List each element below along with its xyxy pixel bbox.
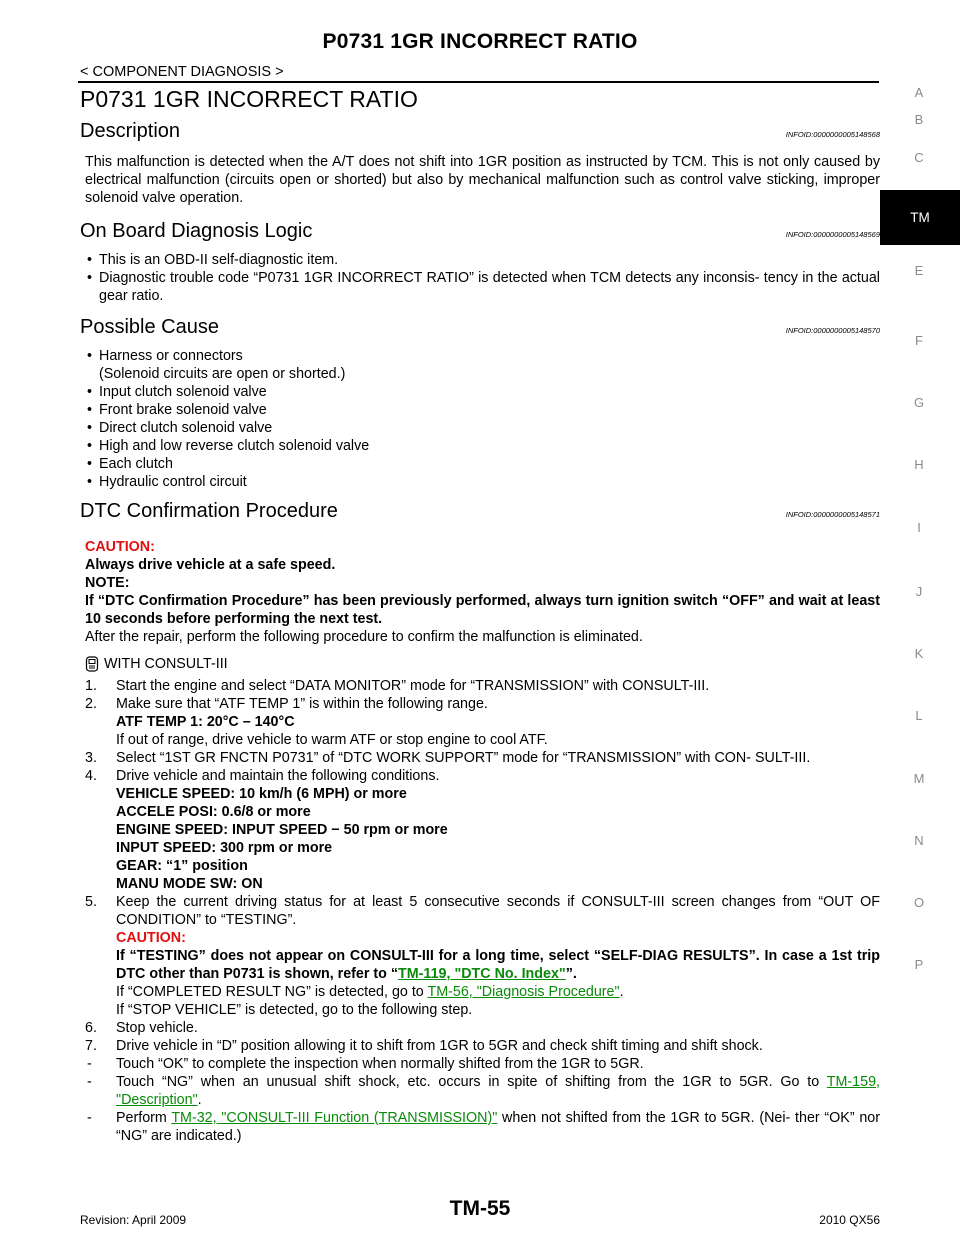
- condition-item: MANU MODE SW: ON: [116, 876, 263, 892]
- step-text: Stop vehicle.: [116, 1020, 198, 1036]
- tab-l[interactable]: L: [915, 708, 923, 723]
- dtc-header: [80, 500, 880, 523]
- possible-cause-list: [85, 347, 880, 491]
- dash-mark: -: [87, 1110, 92, 1126]
- consult-function-link[interactable]: TM-32, "CONSULT-III Function (TRANSMISSION)": [171, 1110, 498, 1126]
- cause-harness-detail: (Solenoid circuits are open or shorted.): [99, 366, 346, 382]
- step-number: 7.: [85, 1038, 97, 1054]
- obd-logic-header: [80, 220, 880, 243]
- tab-b[interactable]: B: [914, 112, 924, 127]
- tab-n[interactable]: N: [914, 833, 924, 848]
- note-text: If “DTC Confirmation Procedure” has been previously performed, always turn ignition switch “OFF” and wait at least 10 seconds before performing the next test.: [85, 593, 880, 627]
- condition-item: INPUT SPEED: 300 rpm or more: [116, 840, 333, 856]
- description-title: Description: [80, 120, 181, 142]
- condition-item: GEAR: “1” position: [116, 858, 248, 874]
- step-text: Select “1ST GR FNCTN P0731” of “DTC WORK SUPPORT” mode for “TRANSMISSION” with CON- SULT-III.: [116, 750, 811, 766]
- component-diagnosis-header: < COMPONENT DIAGNOSIS >: [80, 64, 284, 80]
- list-item: • Each clutch: [85, 455, 880, 473]
- text-part: .: [619, 984, 624, 1000]
- condition-item: ENGINE SPEED: INPUT SPEED − 50 rpm or more: [116, 822, 448, 838]
- text-part: when not shifted from the 1GR to 5GR. (Nei- ther “OK” nor “NG” are indicated.): [116, 1110, 880, 1144]
- list-item: • Front brake solenoid valve: [85, 401, 880, 419]
- procedure-steps: [85, 677, 880, 1145]
- tab-tm-active[interactable]: TM: [880, 190, 960, 245]
- step-5-caution-text: [116, 947, 880, 983]
- description-text: This malfunction is detected when the A/T does not shift into 1GR position as instructed by TCM. This is not only caused by electrical malfunction (circuits open or shorted) but also by mechanical malfunction such as control valve sticking, improper solenoid valve operation.: [85, 154, 880, 206]
- condition-item: VEHICLE SPEED: 10 km/h (6 MPH) or more: [116, 786, 407, 802]
- consult-tool-icon: [85, 656, 99, 672]
- step-6: [85, 1019, 880, 1037]
- description-header: [80, 120, 880, 143]
- tab-j[interactable]: J: [915, 584, 923, 599]
- step-text: Drive vehicle and maintain the following conditions.: [116, 768, 440, 784]
- obd-logic-list: [85, 251, 880, 305]
- consult-label: WITH CONSULT-III: [104, 656, 228, 672]
- tab-m[interactable]: M: [913, 771, 925, 786]
- obd-logic-title: On Board Diagnosis Logic: [80, 220, 313, 242]
- text-part: .: [197, 1092, 202, 1108]
- dtc-index-link[interactable]: TM-119, "DTC No. Index": [398, 966, 566, 982]
- step-3: [85, 749, 880, 767]
- step-1: [85, 677, 880, 695]
- tab-e[interactable]: E: [914, 263, 924, 278]
- page-title: P0731 1GR INCORRECT RATIO: [322, 30, 638, 53]
- step-5: [85, 893, 880, 1019]
- header-rule: [78, 81, 879, 83]
- step-2: [85, 695, 880, 749]
- after-repair-text: After the repair, perform the following procedure to confirm the malfunction is eliminated.: [85, 629, 643, 645]
- tab-h[interactable]: H: [914, 457, 924, 472]
- dash-item-perform: [85, 1109, 880, 1145]
- content: [80, 116, 880, 1145]
- possible-cause-title: Possible Cause: [80, 316, 219, 338]
- text-part: Touch “NG” when an unusual shift shock, etc. occurs in spite of shifting from the 1GR to 5GR. Go to: [116, 1074, 827, 1090]
- step-number: 3.: [85, 750, 97, 766]
- text-part: Perform: [116, 1110, 172, 1126]
- step-number: 4.: [85, 768, 97, 784]
- possible-cause-header: [80, 316, 880, 339]
- tab-c[interactable]: C: [914, 150, 924, 165]
- dash-item-ok: [85, 1055, 880, 1073]
- step-text: Make sure that “ATF TEMP 1” is within the following range.: [116, 696, 488, 712]
- caution-text-part: If “TESTING” does not appear on CONSULT-III for a long time, select “SELF-DIAG RESULTS”. In case a 1st trip DTC other than P0731 is shown, refer to “: [116, 948, 880, 982]
- possible-cause-infoid: INFOID:0000000005148570: [785, 326, 880, 335]
- dash-mark: -: [87, 1074, 92, 1090]
- revision-date: Revision: April 2009: [80, 1213, 187, 1227]
- tab-o[interactable]: O: [913, 895, 925, 910]
- step-number: 1.: [85, 678, 97, 694]
- description-infoid: INFOID:0000000005148568: [785, 130, 880, 139]
- dtc-title: DTC Confirmation Procedure: [80, 500, 338, 522]
- step-5-caution-label: CAUTION:: [116, 930, 186, 946]
- step-7: [85, 1037, 880, 1055]
- list-item: • Direct clutch solenoid valve: [85, 419, 880, 437]
- step-text: Start the engine and select “DATA MONITOR” mode for “TRANSMISSION” with CONSULT-III.: [116, 678, 710, 694]
- step-text: Touch “OK” to complete the inspection when normally shifted from the 1GR to 5GR.: [116, 1056, 644, 1072]
- tab-p[interactable]: P: [914, 957, 924, 972]
- tab-i[interactable]: I: [917, 520, 921, 535]
- list-item: • Hydraulic control circuit: [85, 473, 880, 491]
- atf-temp-range: ATF TEMP 1: 20°C – 140°C: [116, 714, 295, 730]
- caution-text: Always drive vehicle at a safe speed.: [85, 557, 336, 573]
- step-number: 6.: [85, 1020, 97, 1036]
- step-4: [85, 767, 880, 893]
- step-number: 5.: [85, 894, 97, 910]
- dtc-infoid: INFOID:0000000005148571: [785, 510, 880, 519]
- consult-row: [85, 655, 880, 673]
- tab-k[interactable]: K: [914, 646, 924, 661]
- list-item: • Input clutch solenoid valve: [85, 383, 880, 401]
- tab-f[interactable]: F: [915, 333, 923, 348]
- tab-g[interactable]: G: [913, 395, 925, 410]
- caution-label: CAUTION:: [85, 539, 155, 555]
- section-main-title: P0731 1GR INCORRECT RATIO: [80, 86, 418, 112]
- caution-text-part: ”.: [565, 966, 577, 982]
- note-label: NOTE:: [85, 575, 130, 591]
- description-link[interactable]: TM-159, "Description": [116, 1074, 880, 1108]
- step-text: If “STOP VEHICLE” is detected, go to the following step.: [116, 1002, 473, 1018]
- diagnosis-procedure-link[interactable]: TM-56, "Diagnosis Procedure": [427, 984, 620, 1000]
- condition-item: ACCELE POSI: 0.6/8 or more: [116, 804, 311, 820]
- step-number: 2.: [85, 696, 97, 712]
- text-part: If “COMPLETED RESULT NG” is detected, go to: [116, 984, 428, 1000]
- list-item: • This is an OBD-II self-diagnostic item.: [85, 251, 880, 269]
- step-5-ng-line: [116, 983, 880, 1001]
- list-item: • High and low reverse clutch solenoid valve: [85, 437, 880, 455]
- dash-mark: -: [87, 1056, 92, 1072]
- dtc-notes: [85, 538, 880, 646]
- page-number: TM-55: [449, 1197, 511, 1220]
- step-text: If out of range, drive vehicle to warm ATF or stop engine to cool ATF.: [116, 732, 548, 748]
- tab-a[interactable]: A: [914, 85, 924, 100]
- dash-item-ng: [85, 1073, 880, 1109]
- list-item: • Diagnostic trouble code “P0731 1GR INCORRECT RATIO” is detected when TCM detects any inconsis- tency in the actual gear ratio.: [85, 269, 880, 305]
- step-text: Drive vehicle in “D” position allowing it to shift from 1GR to 5GR and check shift timing and shift shock.: [116, 1038, 763, 1054]
- list-item: [85, 347, 880, 383]
- cause-harness: Harness or connectors: [99, 348, 243, 364]
- model-year: 2010 QX56: [819, 1213, 880, 1227]
- step-text: Keep the current driving status for at least 5 consecutive seconds if CONSULT-III screen changes from “OUT OF CONDITION” to “TESTING”.: [116, 894, 880, 928]
- obd-logic-infoid: INFOID:0000000005148569: [785, 230, 880, 239]
